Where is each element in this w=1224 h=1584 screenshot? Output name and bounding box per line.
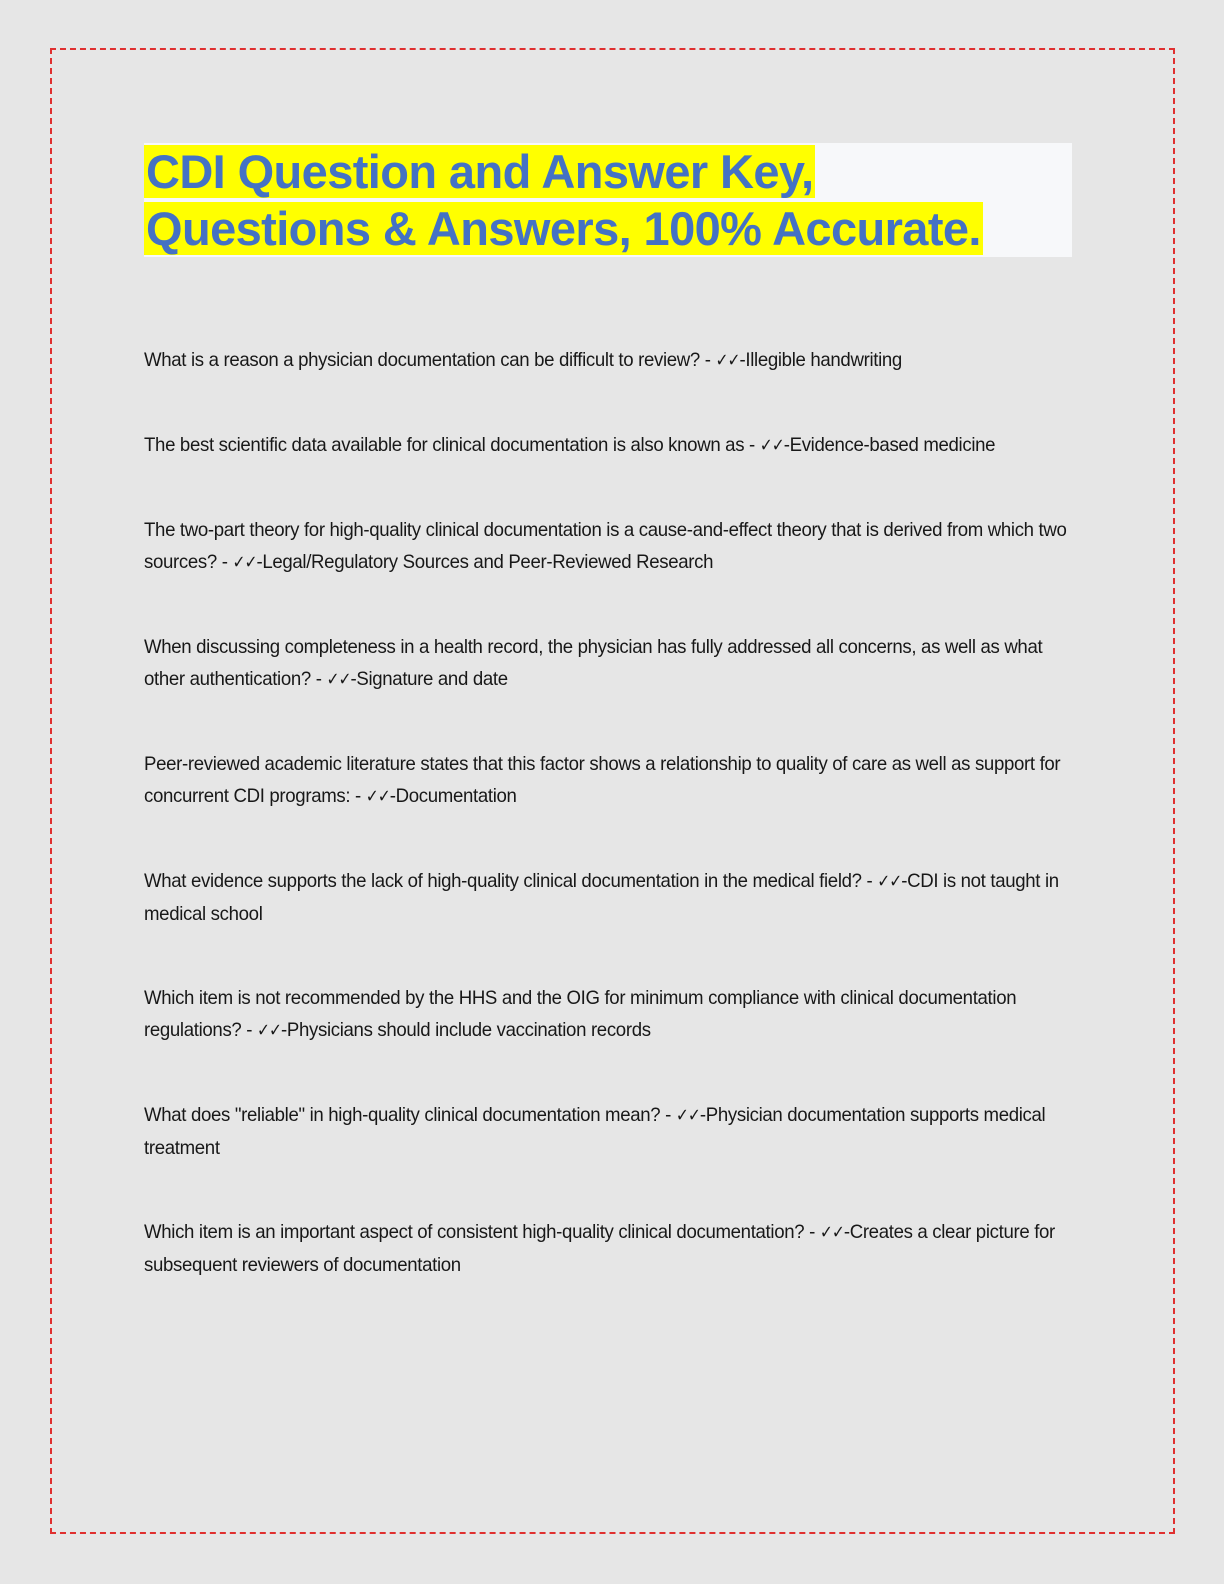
qa-item	[144, 1099, 1068, 1164]
double-check-icon: ✓✓	[365, 786, 390, 807]
qa-question: What evidence supports the lack of high-quality clinical documentation in the medical field?	[144, 870, 862, 892]
qa-separator: -	[310, 668, 327, 690]
qa-separator: -	[699, 349, 716, 371]
qa-item	[144, 344, 1068, 377]
qa-answer: -Legal/Regulatory Sources and Peer-Reviewed Research	[256, 551, 714, 573]
qa-item	[144, 748, 1068, 813]
qa-answer: -Signature and date	[350, 668, 508, 690]
qa-item	[144, 514, 1068, 579]
document-body	[144, 48, 1074, 1534]
qa-item	[144, 631, 1068, 696]
qa-separator: -	[241, 1019, 258, 1041]
qa-answer: -Illegible handwriting	[739, 349, 902, 371]
qa-separator: -	[804, 1221, 820, 1243]
qa-item	[144, 429, 1068, 462]
double-check-icon: ✓✓	[819, 1222, 844, 1243]
qa-answer: -CDI is not taught in medical school	[144, 870, 1059, 925]
double-check-icon: ✓✓	[675, 1105, 700, 1126]
document-title-block	[144, 143, 1074, 257]
qa-answer: -Evidence-based medicine	[783, 434, 996, 456]
qa-separator: -	[660, 1104, 676, 1126]
double-check-icon: ✓✓	[232, 552, 257, 573]
title-highlight-2: Questions & Answers, 100% Accurate.	[146, 202, 981, 255]
qa-question: The two-part theory for high-quality clinical documentation is a cause-and-effect theory that is derived from which two sources?	[144, 519, 1067, 573]
double-check-icon: ✓✓	[877, 871, 902, 892]
page-title-line-2	[144, 200, 983, 257]
qa-answer: -Documentation	[389, 785, 517, 807]
qa-separator: -	[744, 434, 760, 456]
double-check-icon: ✓✓	[715, 350, 740, 371]
qa-question: When discussing completeness in a health record, the physician has fully addressed all concerns, as well as what other authentication?	[144, 636, 1043, 690]
qa-question: What is a reason a physician documentation can be difficult to review?	[144, 349, 700, 371]
qa-answer: -Physicians should include vaccination records	[281, 1019, 651, 1041]
qa-answer: -Creates a clear picture for subsequent reviewers of documentation	[144, 1221, 1055, 1276]
page-title-line-1	[144, 143, 815, 200]
double-check-icon: ✓✓	[326, 669, 351, 690]
qa-question: What does "reliable" in high-quality clinical documentation mean?	[144, 1104, 661, 1126]
title-highlight-1: CDI Question and Answer Key,	[146, 145, 814, 198]
qa-question: Which item is an important aspect of consistent high-quality clinical documentation?	[144, 1221, 805, 1243]
qa-answer: -Physician documentation supports medical treatment	[144, 1104, 1046, 1159]
qa-separator: -	[350, 785, 366, 807]
qa-question: Peer-reviewed academic literature states that this factor shows a relationship to quality of care as well as support for concurrent CDI programs:	[144, 753, 1061, 807]
qa-separator: -	[216, 551, 233, 573]
double-check-icon: ✓✓	[257, 1020, 282, 1041]
qa-item	[144, 865, 1068, 930]
qa-separator: -	[861, 870, 878, 892]
qa-list	[144, 344, 1069, 1281]
double-check-icon: ✓✓	[759, 435, 784, 456]
qa-question: Which item is not recommended by the HHS and the OIG for minimum compliance with clinical documentation regulations?	[144, 987, 1017, 1041]
qa-question: The best scientific data available for clinical documentation is also known as	[144, 434, 745, 456]
qa-item	[144, 1216, 1068, 1281]
qa-item	[144, 982, 1068, 1047]
